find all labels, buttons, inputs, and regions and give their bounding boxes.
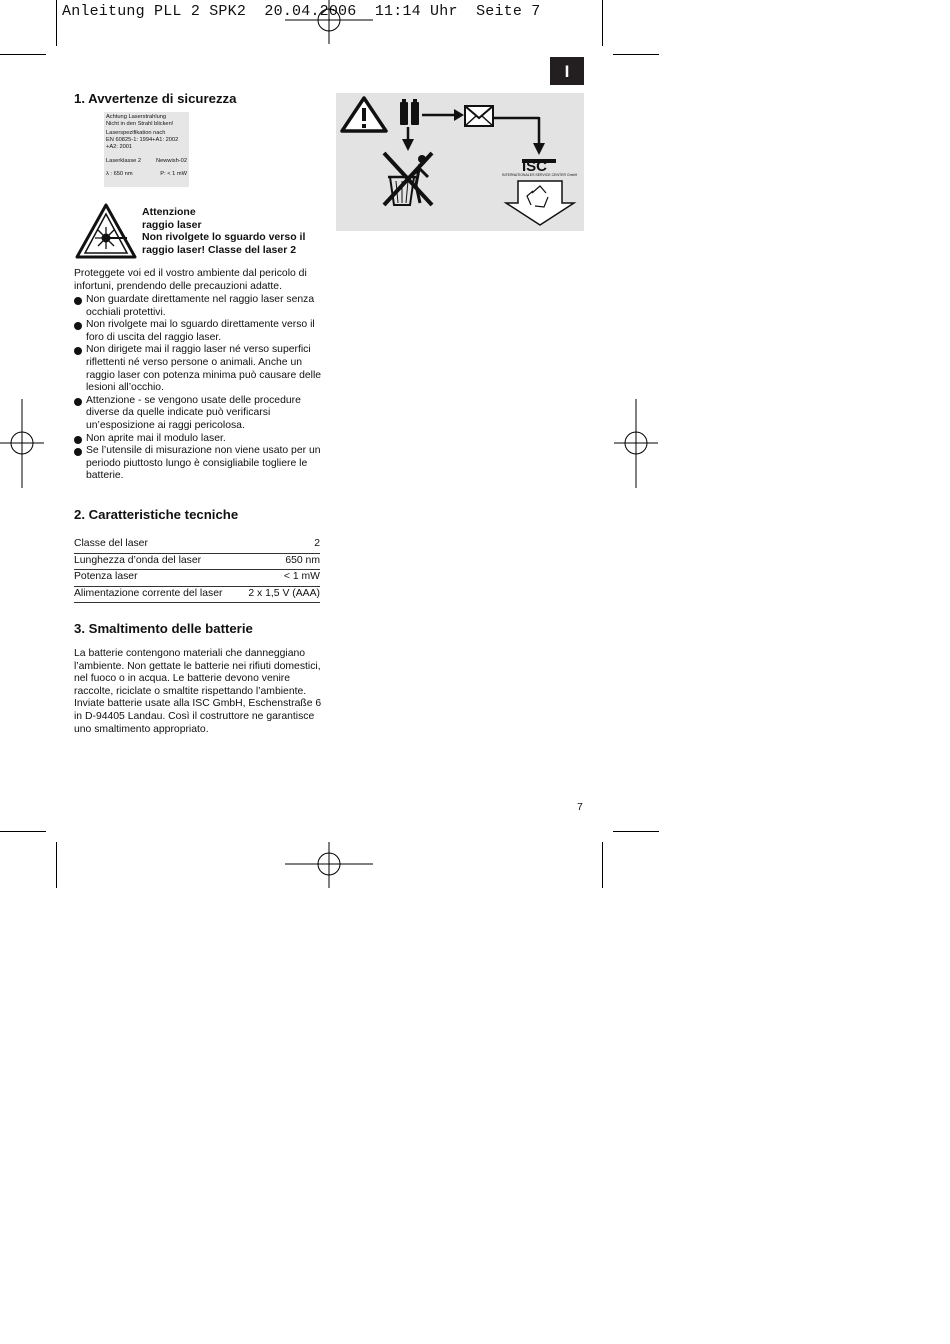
warning-triangle-icon <box>342 98 386 131</box>
list-item: Non dirigete mai il raggio laser né verso superfici riflettenti né verso persone o animali. Anche un raggio laser con potenza minima può causare delle lesioni all’occhio. <box>74 344 324 394</box>
section1-title: 1. Avvertenze di sicurezza <box>74 91 237 106</box>
battery-icon <box>400 99 419 125</box>
battery-disposal-diagram <box>336 93 584 231</box>
list-item: Se l’utensile di misurazione non viene usato per un periodo piuttosto lungo è consigliabile togliere le batterie. <box>74 445 324 483</box>
isc-logo <box>502 158 578 177</box>
table-row: Potenza laser < 1 mW <box>74 570 320 587</box>
laser-warning-label: Achtung Laserstrahlung Nicht in den Strahl blicken! Laserspezifikation nach EN 60825-1: 1994+A1: 2002 +A2: 2001 Laserklasse 2 Newwish-02 λ : 650 nm P: < 1 mW <box>104 112 189 187</box>
section3-title: 3. Smaltimento delle batterie <box>74 621 253 636</box>
page-number: 7 <box>577 801 583 813</box>
safety-list <box>74 294 324 483</box>
laser-warning-text: Attenzione raggio laser Non rivolgete lo sguardo verso il raggio laser! Classe del laser 2 <box>142 206 306 257</box>
section2-title: 2. Caratteristiche tecniche <box>74 507 239 522</box>
list-item: Attenzione - se vengono usate delle procedure diverse da quelle indicate può verificarsi un’esposizione ai raggi pericolosa. <box>74 395 324 433</box>
language-tab: I <box>550 57 584 85</box>
spec-table <box>74 537 320 603</box>
crossed-trash-bin-icon <box>384 153 432 205</box>
envelope-icon <box>465 106 493 126</box>
table-row: Lunghezza d’onda del laser 650 nm <box>74 554 320 571</box>
recycling-icon <box>506 181 574 225</box>
safety-intro: Proteggete voi ed il vostro ambiente dal pericolo di infortuni, prendendo delle precauzioni adatte. <box>74 268 307 292</box>
svg-text:ISC: ISC <box>522 158 548 175</box>
list-item: Non guardate direttamente nel raggio laser senza occhiali protettivi. <box>74 294 324 319</box>
list-item: Non rivolgete mai lo sguardo direttamente verso il foro di uscita del raggio laser. <box>74 319 324 344</box>
disposal-text: La batterie contengono materiali che danneggiano l’ambiente. Non gettate le batterie nei rifiuti domestici, nel fuoco o in acqua. Le batterie devono venire raccolte, riciclate o smaltite rispettando l’ambiente. Inviate batterie usate alla ISC GmbH, Eschenstraße 6 in D-94405 Landau. Così il costruttore ne garantisce uno smaltimento appropriato. <box>74 648 322 735</box>
print-header: Anleitung PLL 2 SPK2 20.04.2006 11:14 Uhr Seite 7 <box>62 3 541 20</box>
svg-text:INTERNATIONALES SERVICE CENTER: INTERNATIONALES SERVICE CENTER GmbH <box>502 173 578 177</box>
table-row: Alimentazione corrente del laser 2 x 1,5 V (AAA) <box>74 587 320 604</box>
table-row: Classe del laser 2 <box>74 537 320 554</box>
laser-warning-icon <box>75 203 137 259</box>
list-item: Non aprite mai il modulo laser. <box>74 433 324 446</box>
